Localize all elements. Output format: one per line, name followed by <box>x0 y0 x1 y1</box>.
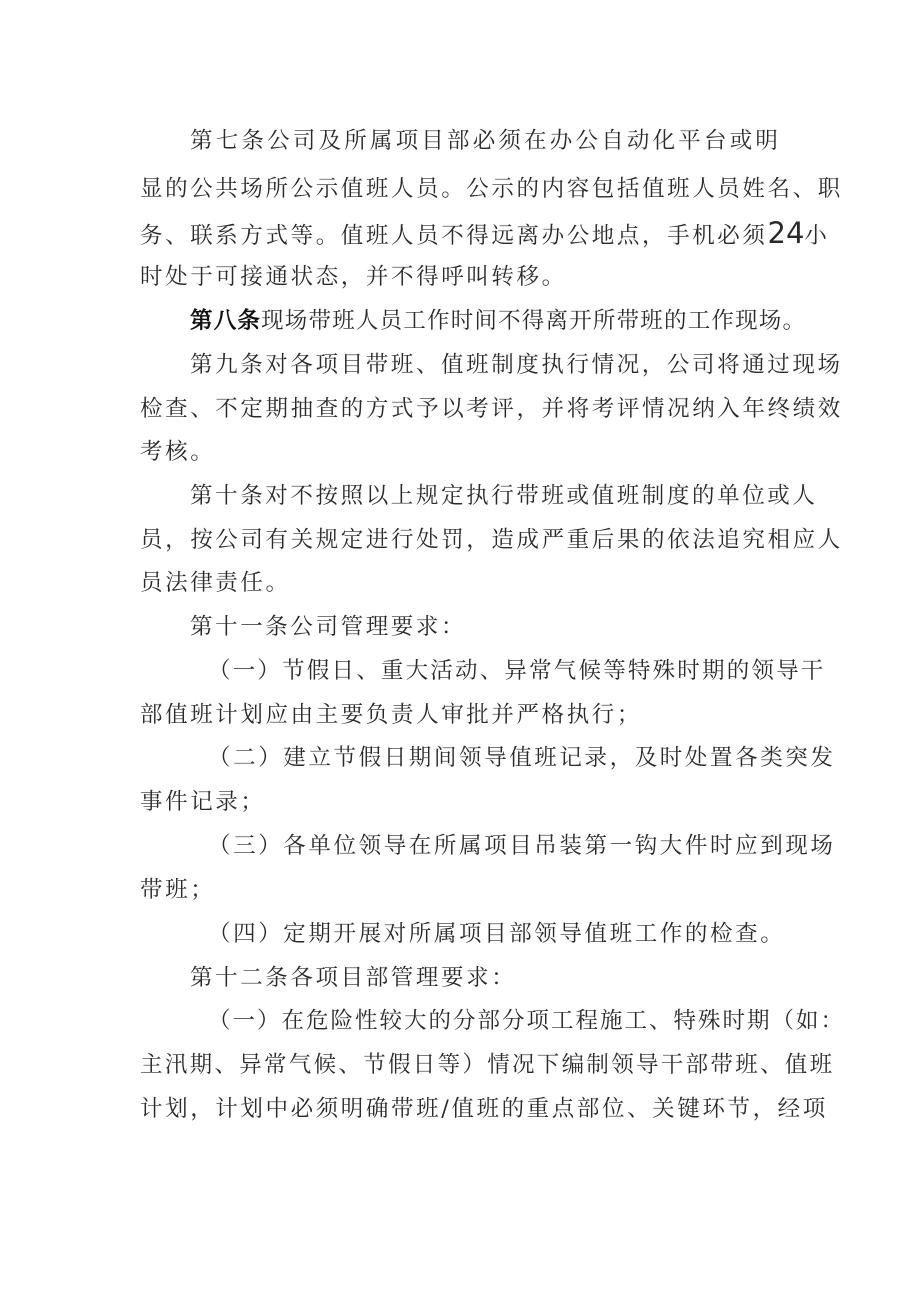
article-7-line-2: 显的公共场所公示值班人员。公示的内容包括值班人员姓名、职 <box>140 176 843 202</box>
article-12-item-1-line-1: （一）在危险性较大的分部分项工程施工、特殊时期（如： <box>208 1008 846 1034</box>
article-11-item-3-line-2: 带班； <box>140 877 216 903</box>
article-11-item-2-line-1: （二）建立节假日期间领导值班记录，及时处置各类突发 <box>208 745 836 771</box>
article-10-line-1: 第十条对不按照以上规定执行带班或值班制度的单位或人 <box>190 483 818 509</box>
article-11-item-1-line-1: （一）节假日、重大活动、异常气候等特殊时期的领导干 <box>208 658 826 684</box>
article-7-line-3-text: 务、联系方式等。值班人员不得远离办公地点，手机必须 <box>140 223 768 249</box>
article-10-line-2: 员，按公司有关规定进行处罚，造成严重后果的依法追究相应人 <box>140 527 843 553</box>
phone-hours-number: 24 <box>767 216 805 250</box>
article-8-heading: 第八条 <box>190 308 262 334</box>
article-8-line-1 <box>190 306 806 336</box>
article-10-line-3: 员法律责任。 <box>140 570 291 596</box>
article-11-item-2-line-2: 事件记录； <box>140 789 266 815</box>
article-11-heading: 第十一条公司管理要求： <box>190 614 467 640</box>
article-12-heading: 第十二条各项目部管理要求： <box>190 965 517 991</box>
article-12-item-1-line-3: 计划，计划中必须明确带班/值班的重点部位、关键环节，经项 <box>140 1096 828 1122</box>
article-7-line-3 <box>140 218 830 251</box>
article-8-text: 现场带班人员工作时间不得离开所带班的工作现场。 <box>261 308 807 334</box>
article-7-line-1: 第七条公司及所属项目部必须在办公自动化平台或明 <box>190 128 782 154</box>
article-9-line-3: 考核。 <box>140 439 216 465</box>
article-9-line-1: 第九条对各项目带班、值班制度执行情况，公司将通过现场 <box>190 352 843 378</box>
article-11-item-1-line-2: 部值班计划应由主要负责人审批并严格执行； <box>140 702 643 728</box>
article-7-line-4: 时处于可接通状态，并不得呼叫转移。 <box>140 264 567 290</box>
article-9-line-2: 检查、不定期抽查的方式予以考评，并将考评情况纳入年终绩效 <box>140 396 843 422</box>
article-7-line-3-unit: 小 <box>804 223 830 249</box>
article-12-item-1-line-2: 主汛期、异常气候、节假日等）情况下编制领导干部带班、值班 <box>140 1052 835 1078</box>
article-11-item-4-line-1: （四）定期开展对所属项目部领导值班工作的检查。 <box>208 921 786 947</box>
article-11-item-3-line-1: （三）各单位领导在所属项目吊装第一钩大件时应到现场 <box>208 833 836 859</box>
